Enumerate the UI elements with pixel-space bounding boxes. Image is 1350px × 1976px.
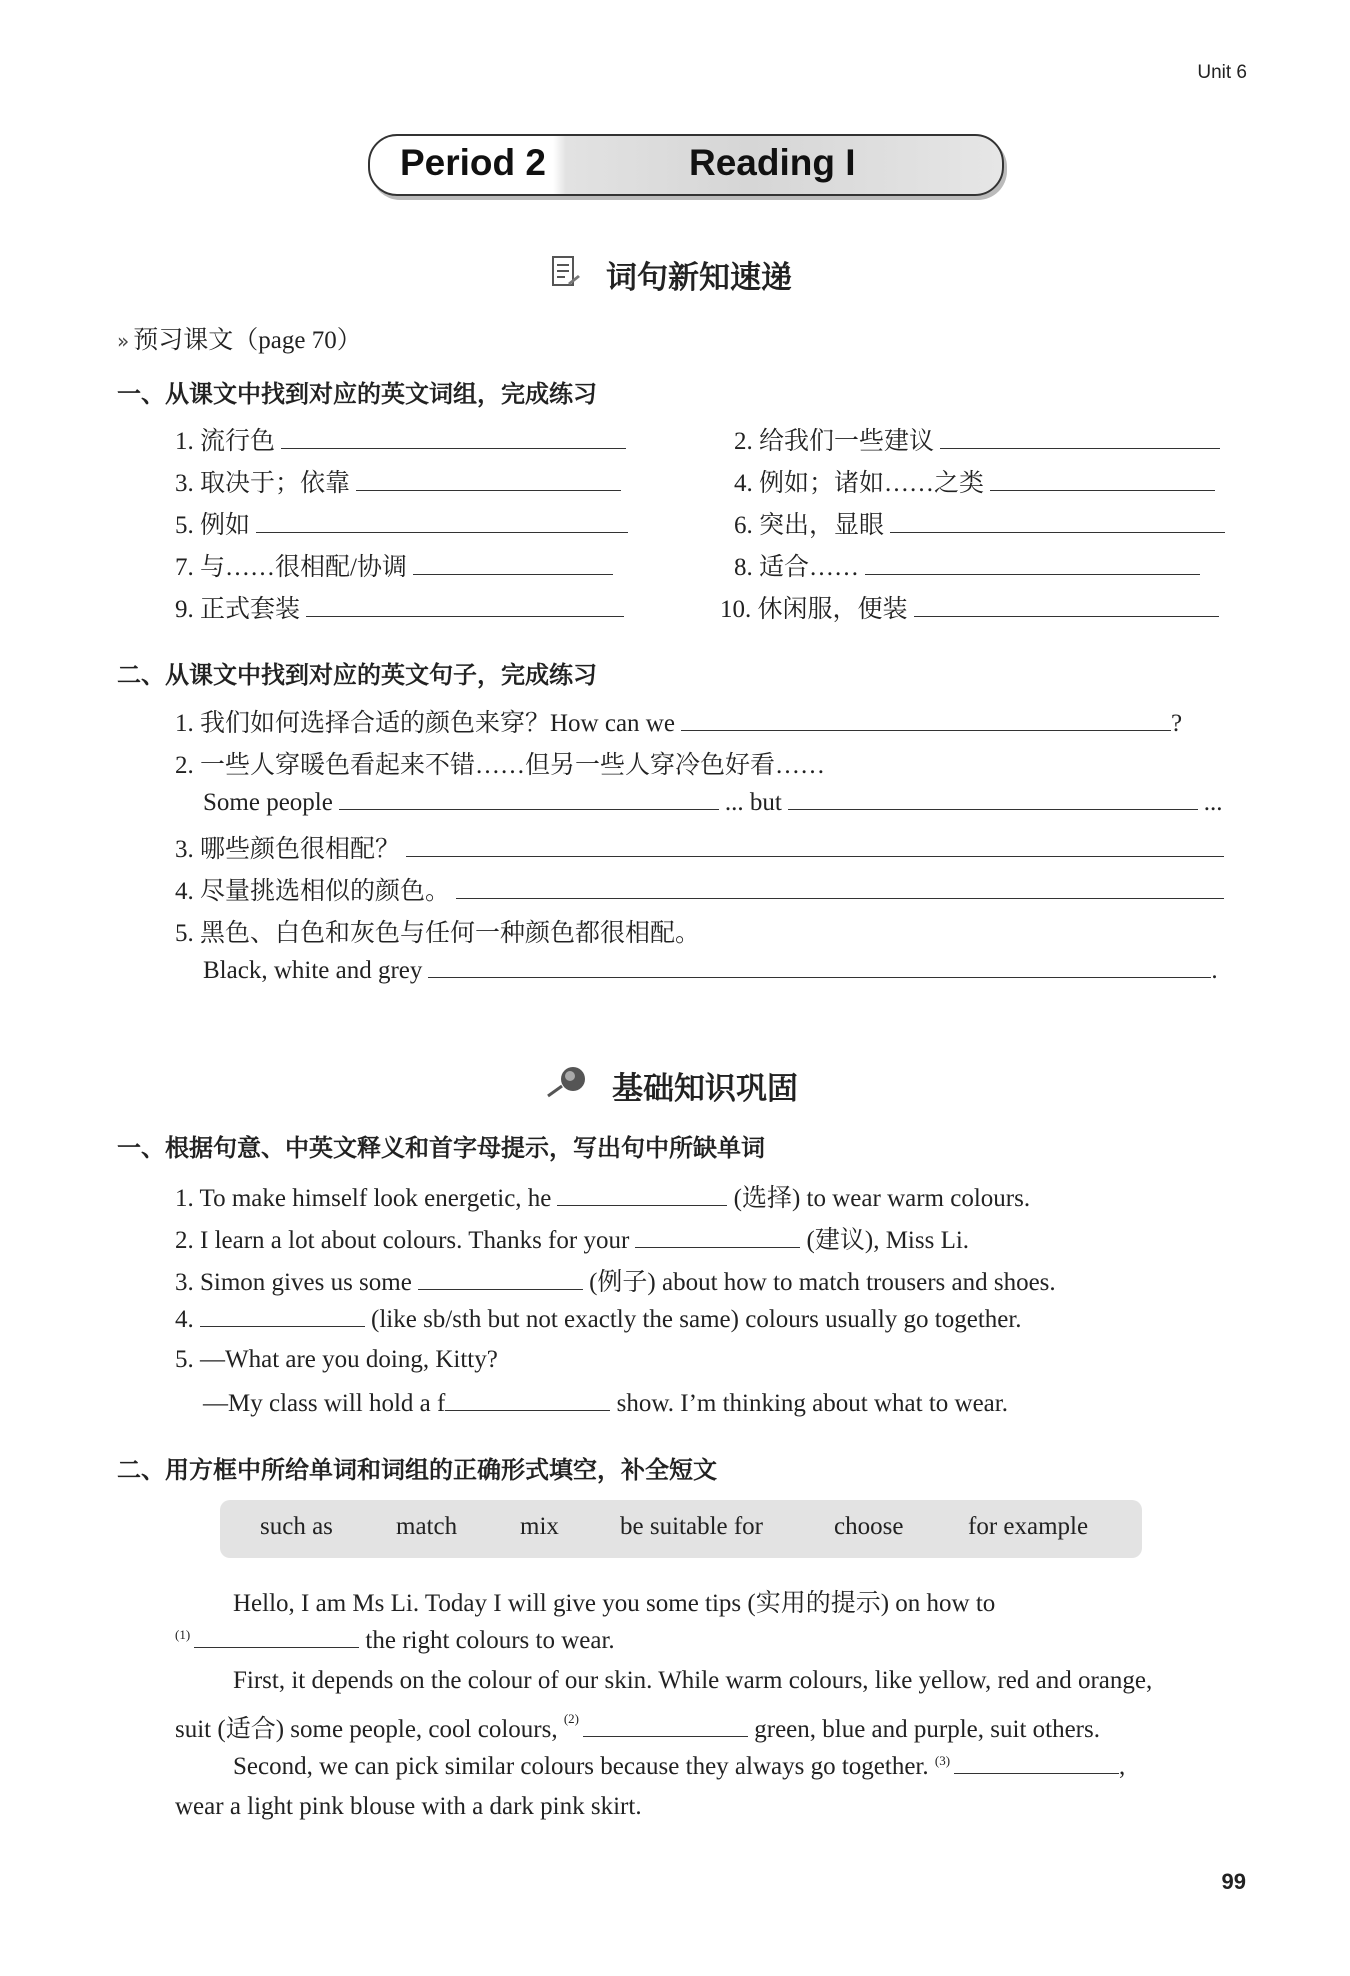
question-item: 4. (like sb/sth but not exactly the same) colours usually go together. bbox=[175, 1306, 1022, 1333]
preview-note bbox=[117, 320, 362, 356]
answer-blank[interactable] bbox=[406, 834, 1224, 857]
passage-line: suit (适合) some people, cool colours, $^{(2)}$ green, blue and purple, suit others. bbox=[175, 1711, 1100, 1743]
answer-blank[interactable] bbox=[940, 426, 1220, 449]
sentence-item: Black, white and grey . bbox=[203, 957, 1218, 984]
passage-line: wear a light pink blouse with a dark pink skirt. bbox=[175, 1793, 642, 1820]
answer-blank[interactable] bbox=[681, 708, 1171, 731]
sentence-item: 4. 尽量挑选相似的颜色。 bbox=[175, 871, 1224, 907]
word-option: choose bbox=[834, 1513, 904, 1540]
word-option: for example bbox=[968, 1513, 1089, 1540]
section-title-basics: 基础知识巩固 bbox=[612, 1071, 798, 1107]
sentence-item: 2. 一些人穿暖色看起来不错……但另一些人穿冷色好看…… bbox=[175, 752, 826, 779]
answer-blank[interactable] bbox=[281, 426, 626, 449]
word-option: such as bbox=[260, 1513, 333, 1540]
phrase-item: 9. 正式套装 bbox=[175, 589, 624, 625]
unit-label: Unit 6 bbox=[1197, 62, 1247, 83]
phrase-item: 4. 例如；诸如……之类 bbox=[734, 463, 1215, 499]
notes-icon bbox=[550, 255, 582, 294]
part1-heading: 一、从课文中找到对应的英文词组，完成练习 bbox=[117, 380, 597, 408]
answer-blank[interactable] bbox=[418, 1267, 583, 1290]
question-item: 5. —What are you doing, Kitty? bbox=[175, 1346, 498, 1373]
question-item: 2. I learn a lot about colours. Thanks for your (建议), Miss Li. bbox=[175, 1227, 970, 1254]
passage-line: $^{(1)}$ the right colours to wear. bbox=[175, 1627, 615, 1654]
period-label: Period 2 bbox=[400, 142, 546, 183]
phrase-item: 10. 休闲服，便装 bbox=[720, 589, 1219, 625]
answer-blank[interactable] bbox=[428, 955, 1211, 978]
question-item: 1. To make himself look energetic, he (选择) to wear warm colours. bbox=[175, 1185, 1031, 1212]
answer-blank[interactable] bbox=[788, 787, 1198, 810]
sentence-item: 5. 黑色、白色和灰色与任何一种颜色都很相配。 bbox=[175, 920, 701, 947]
passage-line: Second, we can pick similar colours because they always go together. $^{(3)}$ , bbox=[233, 1753, 1126, 1780]
sentence-item: Some people ... but ... bbox=[203, 789, 1223, 816]
passage-line: First, it depends on the colour of our skin. While warm colours, like yellow, red and orange, bbox=[233, 1667, 1153, 1694]
phrase-item: 7. 与……很相配/协调 bbox=[175, 547, 613, 583]
answer-blank[interactable] bbox=[339, 787, 719, 810]
word-option: mix bbox=[520, 1513, 559, 1540]
phrase-item: 5. 例如 bbox=[175, 505, 628, 541]
part1-heading-2: 一、根据句意、中英文释义和首字母提示，写出句中所缺单词 bbox=[117, 1134, 765, 1162]
answer-blank[interactable] bbox=[583, 1714, 748, 1737]
magnifier-icon bbox=[546, 1064, 592, 1105]
phrase-item: 3. 取决于；依靠 bbox=[175, 463, 621, 499]
part2-heading: 二、从课文中找到对应的英文句子，完成练习 bbox=[117, 661, 597, 689]
answer-blank[interactable] bbox=[557, 1183, 727, 1206]
answer-blank[interactable] bbox=[890, 510, 1225, 533]
answer-blank[interactable] bbox=[865, 552, 1200, 575]
answer-blank[interactable] bbox=[194, 1625, 359, 1648]
period-banner bbox=[368, 134, 1004, 196]
preview-text: 预习课文（page 70） bbox=[133, 327, 362, 354]
answer-blank[interactable] bbox=[200, 1304, 365, 1327]
sentence-item: 3. 哪些颜色很相配？ bbox=[175, 829, 1224, 865]
answer-blank[interactable] bbox=[413, 552, 613, 575]
passage-line: Hello, I am Ms Li. Today I will give you some tips (实用的提示) on how to bbox=[233, 1590, 996, 1617]
word-option: be suitable for bbox=[620, 1513, 764, 1540]
phrase-item: 8. 适合…… bbox=[734, 547, 1200, 583]
section-title-vocab: 词句新知速递 bbox=[606, 260, 792, 296]
question-item: 3. Simon gives us some (例子) about how to match trousers and shoes. bbox=[175, 1269, 1056, 1296]
double-chevron-icon: » bbox=[117, 329, 130, 353]
answer-blank[interactable] bbox=[914, 594, 1219, 617]
answer-blank[interactable] bbox=[445, 1388, 610, 1411]
part2-heading-2: 二、用方框中所给单词和词组的正确形式填空，补全短文 bbox=[117, 1456, 717, 1484]
phrase-item: 6. 突出，显眼 bbox=[734, 505, 1225, 541]
word-box bbox=[220, 1500, 1142, 1558]
answer-blank[interactable] bbox=[990, 468, 1215, 491]
phrase-item: 2. 给我们一些建议 bbox=[734, 421, 1220, 457]
lesson-title: Reading I bbox=[689, 142, 856, 183]
answer-blank[interactable] bbox=[456, 876, 1224, 899]
word-option: match bbox=[396, 1513, 458, 1540]
answer-blank[interactable] bbox=[356, 468, 621, 491]
answer-blank[interactable] bbox=[306, 594, 624, 617]
sentence-item: 1. 我们如何选择合适的颜色来穿？How can we ? bbox=[175, 710, 1183, 737]
answer-blank[interactable] bbox=[954, 1751, 1119, 1774]
answer-blank[interactable] bbox=[256, 510, 628, 533]
phrase-item: 1. 流行色 bbox=[175, 421, 626, 457]
answer-blank[interactable] bbox=[635, 1225, 800, 1248]
question-item: —My class will hold a f show. I’m thinking about what to wear. bbox=[203, 1390, 1008, 1417]
page-number: 99 bbox=[1221, 1869, 1246, 1894]
